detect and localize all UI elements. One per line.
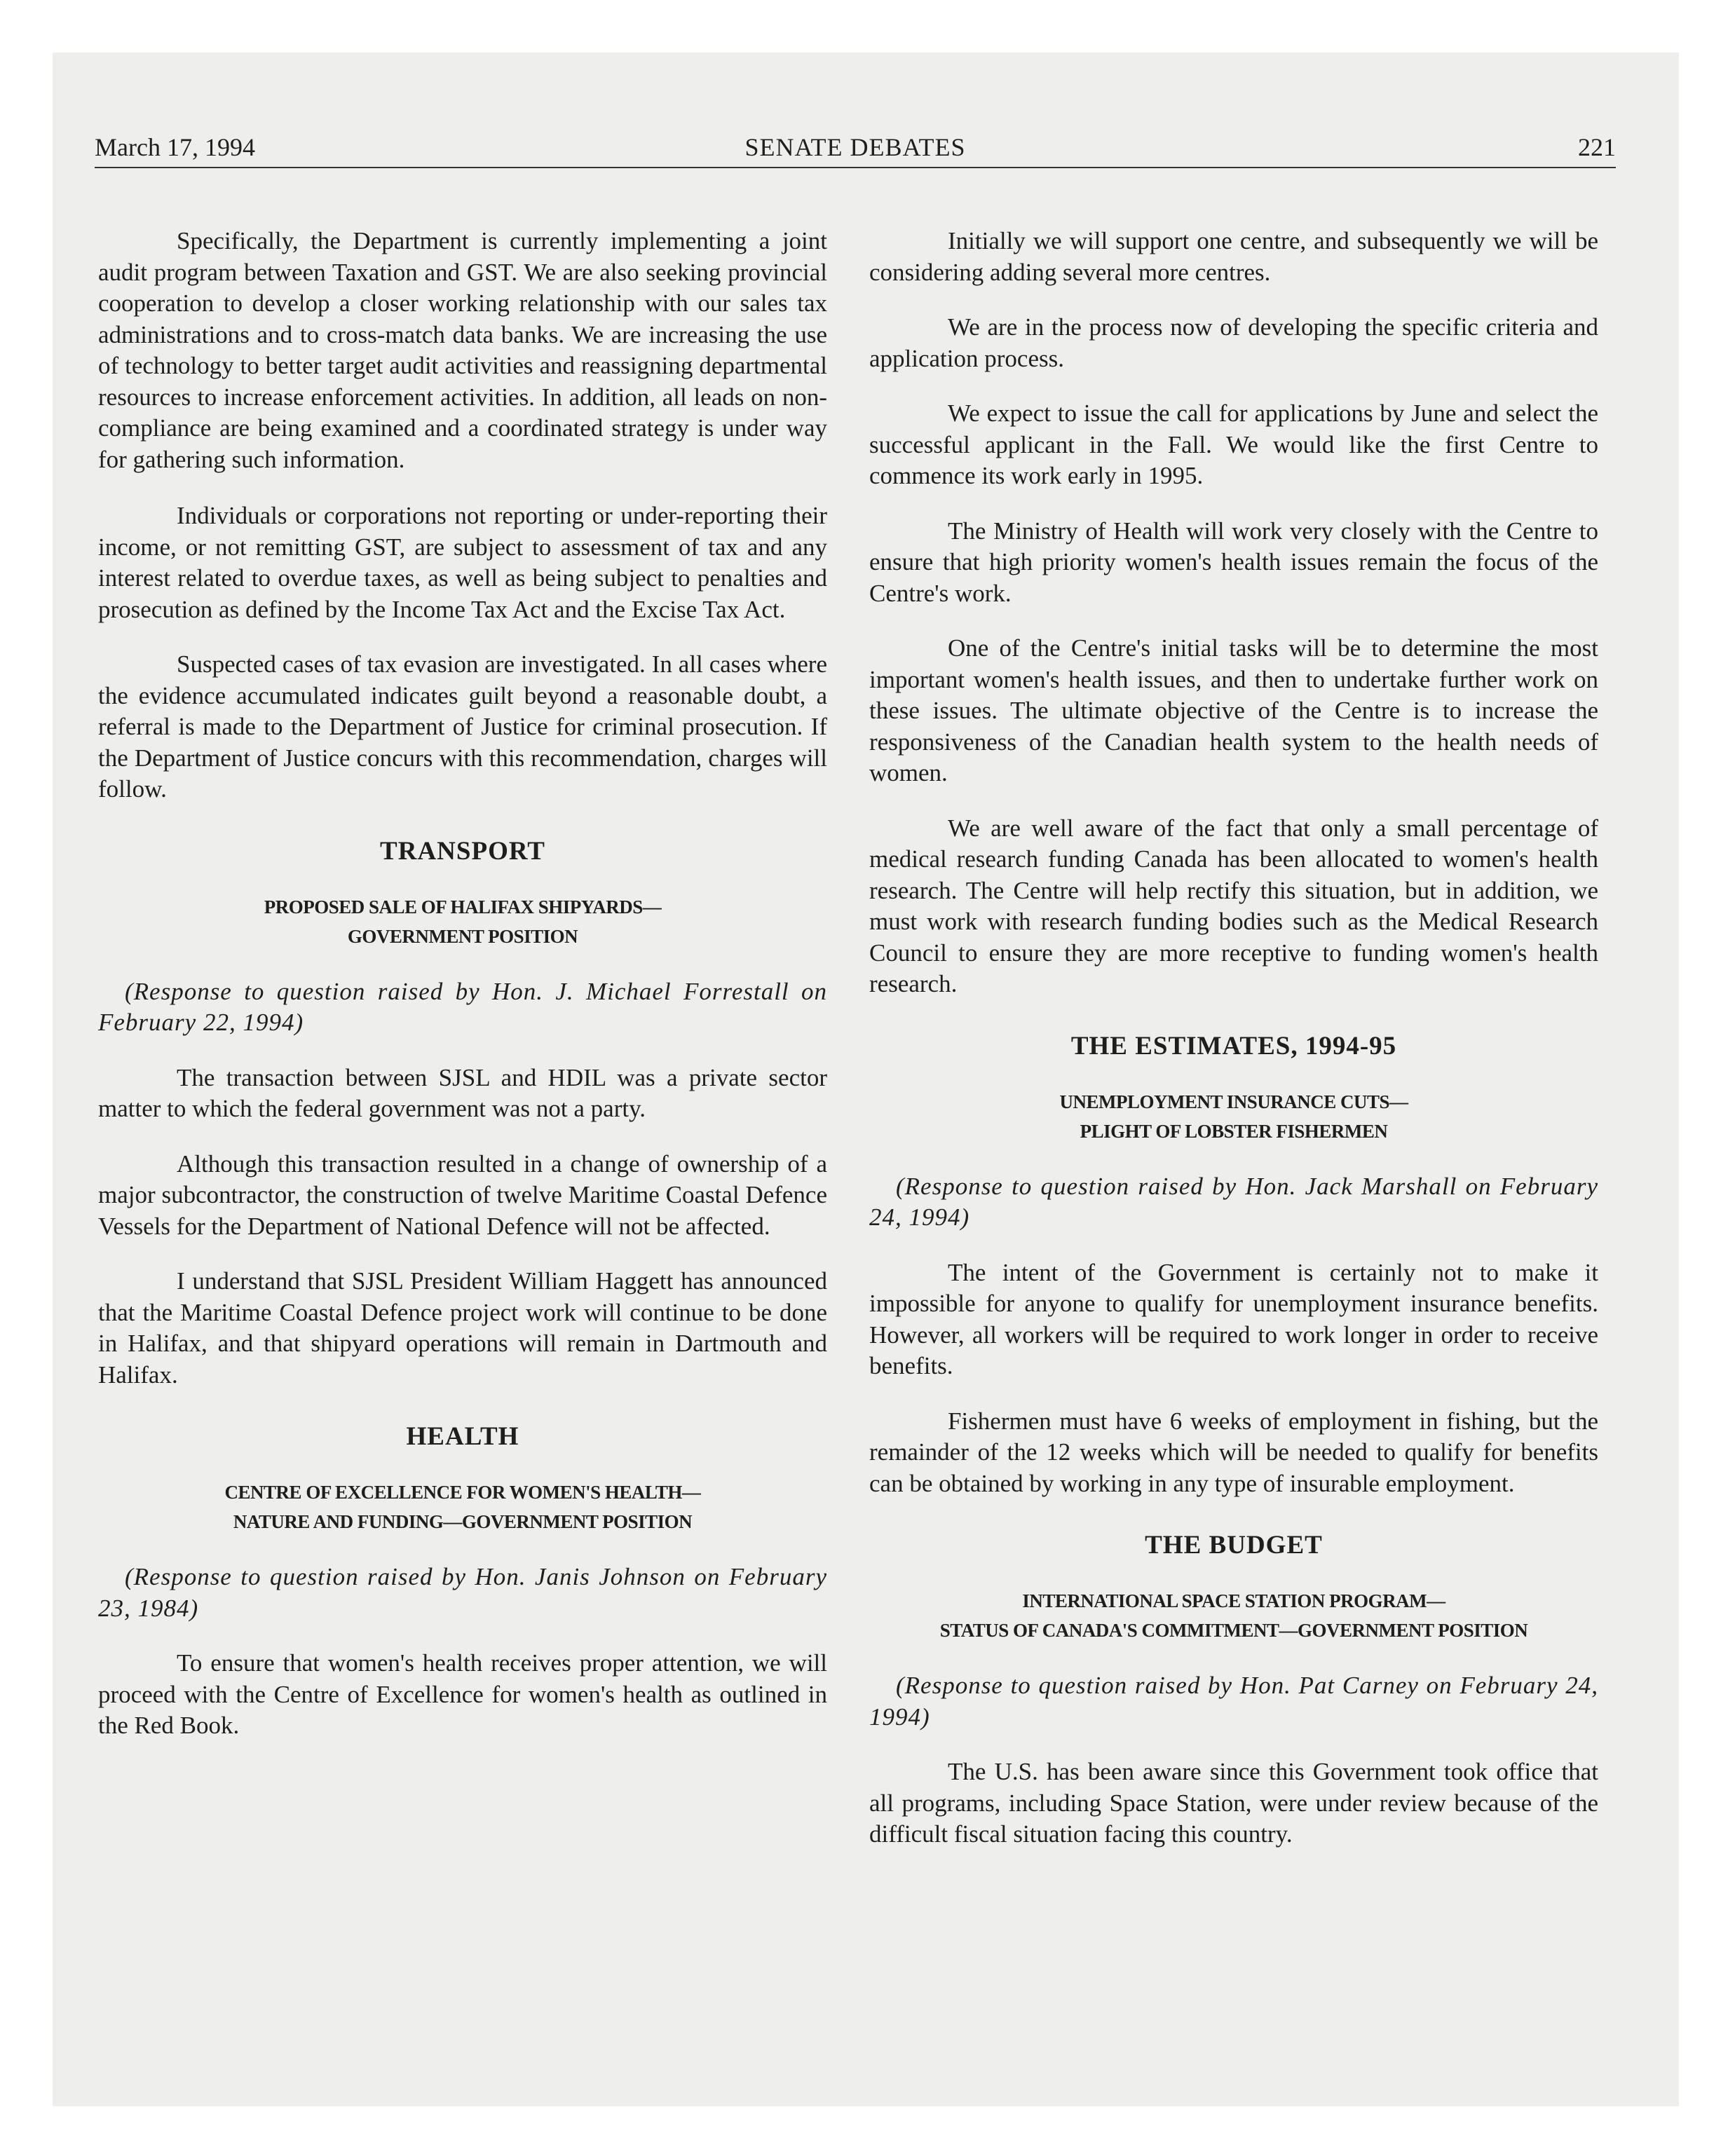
response-attribution: (Response to question raised by Hon. Jack Marshall on February 24, 1994)	[869, 1172, 1598, 1231]
paragraph: Fishermen must have 6 weeks of employment in fishing, but the remainder of the 12 weeks which will be needed to qualify for benefits can be obtained by working in any type of insurable employment.	[869, 1407, 1598, 1497]
response-attribution: (Response to question raised by Hon. Janis Johnson on February 23, 1984)	[98, 1563, 827, 1622]
page-header	[95, 133, 1616, 168]
paragraph: The U.S. has been aware since this Government took office that all programs, including Space Station, were under review because of the difficult fiscal situation facing this country.	[869, 1758, 1598, 1848]
paragraph: Individuals or corporations not reporting or under-reporting their income, or not remitting GST, are subject to assessment of tax and any interest related to overdue taxes, as well as being subject to penalties and prosecution as defined by the Income Tax Act and the Excise Tax Act.	[98, 502, 827, 623]
header-date: March 17, 1994	[95, 133, 255, 161]
response-attribution: (Response to question raised by Hon. J. Michael Forrestall on February 22, 1994)	[98, 977, 827, 1036]
paragraph: Initially we will support one centre, and subsequently we will be considering adding several more centres.	[869, 227, 1598, 286]
section-title-health: HEALTH	[406, 1422, 519, 1451]
paragraph: We are well aware of the fact that only a small percentage of medical research funding Canada has been allocated to women's health research. The Centre will help rectify this situation, but in addition, we must work with research funding bodies such as the Medical Research Council to ensure they are more receptive to funding women's health research.	[869, 814, 1598, 997]
subsection-line: NATURE AND FUNDING—GOVERNMENT POSITION	[233, 1511, 693, 1532]
subsection-line: PLIGHT OF LOBSTER FISHERMEN	[1080, 1120, 1388, 1142]
header-page-number: 221	[1578, 133, 1616, 161]
section-title-estimates: THE ESTIMATES, 1994-95	[1070, 1031, 1397, 1060]
paragraph: We are in the process now of developing the specific criteria and application process.	[869, 313, 1598, 372]
subsection-title-space-station	[869, 1586, 1598, 1645]
section-title-transport: TRANSPORT	[380, 836, 545, 866]
subsection-title-womens-health	[98, 1478, 827, 1536]
paragraph: The intent of the Government is certainly not to make it impossible for anyone to qualify for unemployment insurance benefits. However, all workers will be required to work longer in order to receive benefits.	[869, 1258, 1598, 1379]
paragraph: Suspected cases of tax evasion are investigated. In all cases where the evidence accumulated indicates guilt beyond a reasonable doubt, a referral is made to the Department of Justice for criminal prosecution. If the Department of Justice concurs with this recommendation, charges will follow.	[98, 650, 827, 803]
paragraph: The Ministry of Health will work very closely with the Centre to ensure that high priority women's health issues remain the focus of the Centre's work.	[869, 517, 1598, 607]
subsection-title-lobster-fishermen	[869, 1087, 1598, 1146]
paragraph: Specifically, the Department is currently implementing a joint audit program between Taxation and GST. We are also seeking provincial cooperation to develop a closer working relationship with our sales tax administrations and to cross-match data banks. We are increasing the use of technology to better target audit activities and reassigning departmental resources to increase enforcement activities. In addition, all leads on non-compliance are being examined and a coordinated strategy is under way for gathering such information.	[98, 227, 827, 473]
left-column	[98, 226, 827, 1766]
paragraph: We expect to issue the call for applications by June and select the successful applicant in the Fall. We would like the first Centre to commence its work early in 1995.	[869, 400, 1598, 489]
paragraph: To ensure that women's health receives proper attention, we will proceed with the Centre of Excellence for women's health as outlined in the Red Book.	[98, 1649, 827, 1739]
response-attribution: (Response to question raised by Hon. Pat Carney on February 24, 1994)	[869, 1672, 1598, 1731]
paragraph: I understand that SJSL President William Haggett has announced that the Maritime Coastal Defence project work will continue to be done in Halifax, and that shipyard operations will remain in Dartmouth and Halifax.	[98, 1267, 827, 1389]
right-column	[869, 226, 1598, 1874]
header-title: SENATE DEBATES	[744, 133, 966, 161]
subsection-line: CENTRE OF EXCELLENCE FOR WOMEN'S HEALTH—	[224, 1482, 701, 1503]
subsection-line: STATUS OF CANADA'S COMMITMENT—GOVERNMENT POSITION	[939, 1620, 1528, 1641]
subsection-line: GOVERNMENT POSITION	[347, 925, 578, 947]
paragraph: The transaction between SJSL and HDIL was a private sector matter to which the federal government was not a party.	[98, 1063, 827, 1122]
subsection-title-halifax-shipyards	[98, 892, 827, 951]
paragraph: Although this transaction resulted in a change of ownership of a major subcontractor, the construction of twelve Maritime Coastal Defence Vessels for the Department of National Defence will not be affected.	[98, 1149, 827, 1240]
section-title-budget: THE BUDGET	[1145, 1531, 1323, 1560]
subsection-line: INTERNATIONAL SPACE STATION PROGRAM—	[1022, 1590, 1445, 1611]
subsection-line: UNEMPLOYMENT INSURANCE CUTS—	[1059, 1091, 1408, 1112]
paragraph: One of the Centre's initial tasks will be to determine the most important women's health issues, and then to undertake further work on these issues. The ultimate objective of the Centre is to increase the responsiveness of the Canadian health system to the health needs of women.	[869, 634, 1598, 786]
subsection-line: PROPOSED SALE OF HALIFAX SHIPYARDS—	[264, 896, 662, 917]
